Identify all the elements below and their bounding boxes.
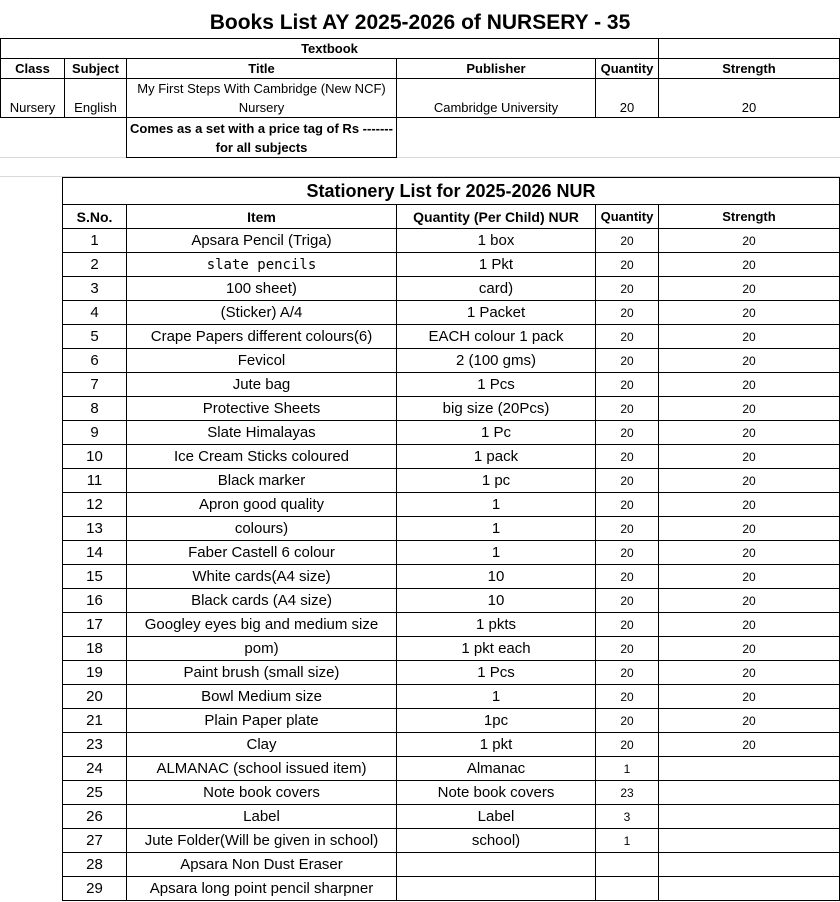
row-quantity: 20	[595, 348, 659, 373]
row-quantity: 20	[595, 276, 659, 301]
row-quantity: 20	[595, 228, 659, 253]
row-item: Jute Folder(Will be given in school)	[126, 828, 397, 853]
row-strength: 20	[658, 276, 840, 301]
row-strength: 20	[658, 396, 840, 421]
row-qty-per-child: 1 pkt each	[396, 636, 596, 661]
row-quantity: 23	[595, 780, 659, 805]
row-sno: 12	[62, 492, 127, 517]
row-sno: 7	[62, 372, 127, 397]
row-sno: 25	[62, 780, 127, 805]
row-strength: 20	[658, 444, 840, 469]
row-strength: 20	[658, 228, 840, 253]
row-qty-per-child	[396, 876, 596, 901]
row-quantity: 20	[595, 732, 659, 757]
stationery-header-quantity: Quantity	[595, 204, 659, 229]
header-publisher: Publisher	[396, 58, 596, 79]
row-strength	[658, 828, 840, 853]
stationery-header-item: Item	[126, 204, 397, 229]
row-strength: 20	[658, 612, 840, 637]
row-qty-per-child: 10	[396, 564, 596, 589]
row-item: Ice Cream Sticks coloured	[126, 444, 397, 469]
row-sno: 26	[62, 804, 127, 829]
textbook-title-line1: My First Steps With Cambridge (New NCF)	[137, 81, 386, 96]
row-item: Crape Papers different colours(6)	[126, 324, 397, 349]
row-strength	[658, 804, 840, 829]
textbook-title-line2: Nursery	[238, 100, 285, 115]
row-qty-per-child: Note book covers	[396, 780, 596, 805]
row-sno: 28	[62, 852, 127, 877]
row-quantity: 20	[595, 492, 659, 517]
row-item: (Sticker) A/4	[126, 300, 397, 325]
row-qty-per-child: 1 pack	[396, 444, 596, 469]
textbook-section-blank	[658, 38, 840, 59]
row-qty-per-child: 1 pkt	[396, 732, 596, 757]
row-sno: 16	[62, 588, 127, 613]
row-item: Fevicol	[126, 348, 397, 373]
row-sno: 1	[62, 228, 127, 253]
row-quantity: 20	[595, 564, 659, 589]
row-strength: 20	[658, 372, 840, 397]
stationery-header-qty-per-child: Quantity (Per Child) NUR	[396, 204, 596, 229]
row-item: slate pencils	[126, 252, 397, 277]
row-sno: 3	[62, 276, 127, 301]
row-item: Faber Castell 6 colour	[126, 540, 397, 565]
row-sno: 17	[62, 612, 127, 637]
header-quantity: Quantity	[595, 58, 659, 79]
price-note-line2: for all subjects	[215, 139, 308, 155]
row-qty-per-child: 1	[396, 540, 596, 565]
row-item: Black marker	[126, 468, 397, 493]
row-sno: 8	[62, 396, 127, 421]
row-sno: 21	[62, 708, 127, 733]
row-sno: 24	[62, 756, 127, 781]
row-qty-per-child: 1 Pcs	[396, 660, 596, 685]
row-strength: 20	[658, 348, 840, 373]
row-qty-per-child: 10	[396, 588, 596, 613]
row-strength: 20	[658, 660, 840, 685]
row-qty-per-child: 1	[396, 516, 596, 541]
row-qty-per-child: school)	[396, 828, 596, 853]
textbook-title-cell	[126, 78, 397, 118]
row-quantity: 20	[595, 324, 659, 349]
row-qty-per-child: card)	[396, 276, 596, 301]
row-item: 100 sheet)	[126, 276, 397, 301]
row-strength: 20	[658, 252, 840, 277]
row-quantity: 1	[595, 828, 659, 853]
row-item: Apsara Pencil (Triga)	[126, 228, 397, 253]
row-item: Bowl Medium size	[126, 684, 397, 709]
row-qty-per-child: 1 pkts	[396, 612, 596, 637]
row-item: colours)	[126, 516, 397, 541]
row-strength: 20	[658, 540, 840, 565]
row-item: ALMANAC (school issued item)	[126, 756, 397, 781]
row-sno: 4	[62, 300, 127, 325]
row-item: Googley eyes big and medium size	[126, 612, 397, 637]
row-quantity: 20	[595, 708, 659, 733]
row-quantity: 20	[595, 588, 659, 613]
row-strength: 20	[658, 732, 840, 757]
row-strength: 20	[658, 516, 840, 541]
row-qty-per-child: 1 box	[396, 228, 596, 253]
row-sno: 2	[62, 252, 127, 277]
row-quantity: 20	[595, 444, 659, 469]
row-item: Plain Paper plate	[126, 708, 397, 733]
row-strength: 20	[658, 636, 840, 661]
row-qty-per-child: 1	[396, 492, 596, 517]
page-title: Books List AY 2025-2026 of NURSERY - 35	[209, 11, 631, 34]
row-quantity	[595, 876, 659, 901]
row-qty-per-child: 1 pc	[396, 468, 596, 493]
row-sno: 6	[62, 348, 127, 373]
row-quantity: 20	[595, 612, 659, 637]
price-note	[126, 117, 397, 158]
row-qty-per-child: 1 Packet	[396, 300, 596, 325]
row-quantity: 20	[595, 252, 659, 277]
row-qty-per-child: EACH colour 1 pack	[396, 324, 596, 349]
row-quantity: 1	[595, 756, 659, 781]
row-strength: 20	[658, 708, 840, 733]
header-subject: Subject	[64, 58, 127, 79]
row-quantity: 20	[595, 684, 659, 709]
row-strength: 20	[658, 492, 840, 517]
row-strength: 20	[658, 324, 840, 349]
row-qty-per-child	[396, 852, 596, 877]
row-sno: 13	[62, 516, 127, 541]
row-item: Label	[126, 804, 397, 829]
stationery-title: Stationery List for 2025-2026 NUR	[62, 177, 840, 205]
header-class: Class	[0, 58, 65, 79]
row-sno: 20	[62, 684, 127, 709]
row-quantity: 20	[595, 516, 659, 541]
row-item: Clay	[126, 732, 397, 757]
textbook-quantity: 20	[595, 78, 659, 118]
row-strength: 20	[658, 300, 840, 325]
row-strength: 20	[658, 564, 840, 589]
row-sno: 29	[62, 876, 127, 901]
row-item: Black cards (A4 size)	[126, 588, 397, 613]
row-item: White cards(A4 size)	[126, 564, 397, 589]
price-note-line1: Comes as a set with a price tag of Rs -------	[130, 120, 393, 136]
row-strength: 20	[658, 684, 840, 709]
row-item: Protective Sheets	[126, 396, 397, 421]
row-item: Apsara long point pencil sharpner	[126, 876, 397, 901]
row-strength: 20	[658, 468, 840, 493]
row-qty-per-child: Label	[396, 804, 596, 829]
row-qty-per-child: 2 (100 gms)	[396, 348, 596, 373]
row-sno: 9	[62, 420, 127, 445]
row-quantity: 20	[595, 468, 659, 493]
row-sno: 14	[62, 540, 127, 565]
textbook-strength: 20	[658, 78, 840, 118]
row-sno: 18	[62, 636, 127, 661]
row-quantity: 20	[595, 636, 659, 661]
row-strength: 20	[658, 588, 840, 613]
textbook-class: Nursery	[0, 78, 65, 118]
row-qty-per-child: 1 Pcs	[396, 372, 596, 397]
row-item: Note book covers	[126, 780, 397, 805]
row-quantity: 20	[595, 540, 659, 565]
row-sno: 23	[62, 732, 127, 757]
row-sno: 11	[62, 468, 127, 493]
row-strength	[658, 852, 840, 877]
row-strength: 20	[658, 420, 840, 445]
header-strength: Strength	[658, 58, 840, 79]
row-sno: 27	[62, 828, 127, 853]
row-quantity: 20	[595, 396, 659, 421]
row-sno: 19	[62, 660, 127, 685]
row-qty-per-child: big size (20Pcs)	[396, 396, 596, 421]
row-qty-per-child: 1	[396, 684, 596, 709]
row-qty-per-child: 1pc	[396, 708, 596, 733]
row-item: Apsara Non Dust Eraser	[126, 852, 397, 877]
row-strength	[658, 756, 840, 781]
stationery-header-sno: S.No.	[62, 204, 127, 229]
header-title: Title	[126, 58, 397, 79]
row-qty-per-child: Almanac	[396, 756, 596, 781]
row-quantity	[595, 852, 659, 877]
row-quantity: 20	[595, 420, 659, 445]
row-quantity: 20	[595, 660, 659, 685]
textbook-publisher: Cambridge University	[396, 78, 596, 118]
row-sno: 5	[62, 324, 127, 349]
row-quantity: 20	[595, 372, 659, 397]
row-sno: 15	[62, 564, 127, 589]
stationery-header-strength: Strength	[658, 204, 840, 229]
row-quantity: 20	[595, 300, 659, 325]
row-item: Slate Himalayas	[126, 420, 397, 445]
textbook-subject: English	[64, 78, 127, 118]
row-strength	[658, 876, 840, 901]
row-qty-per-child: 1 Pkt	[396, 252, 596, 277]
textbook-section-label: Textbook	[0, 38, 659, 59]
row-quantity: 3	[595, 804, 659, 829]
row-sno: 10	[62, 444, 127, 469]
row-strength	[658, 780, 840, 805]
row-item: Jute bag	[126, 372, 397, 397]
row-item: Paint brush (small size)	[126, 660, 397, 685]
row-item: pom)	[126, 636, 397, 661]
row-item: Apron good quality	[126, 492, 397, 517]
row-qty-per-child: 1 Pc	[396, 420, 596, 445]
